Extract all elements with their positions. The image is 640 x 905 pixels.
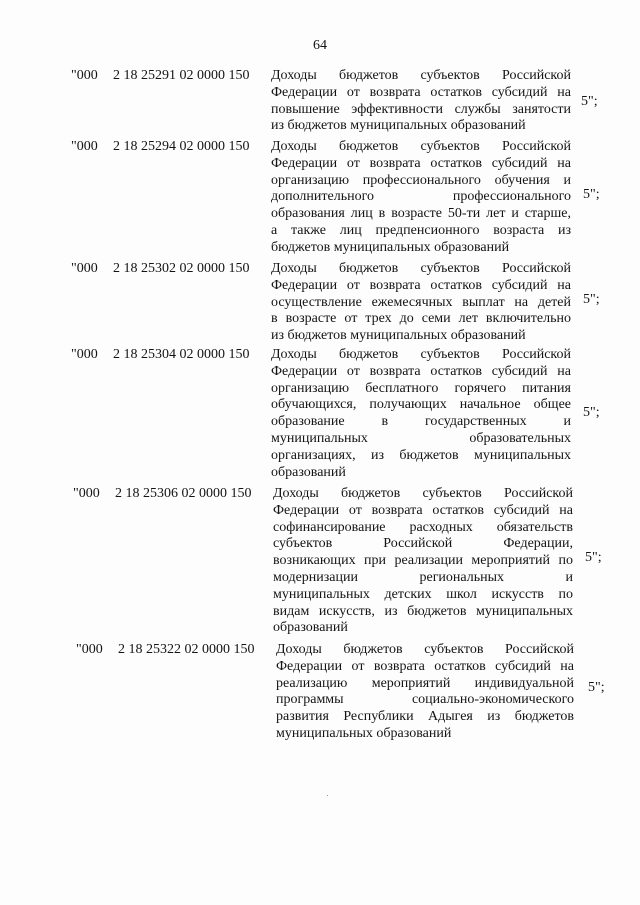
description-line: Доходы бюджетов субъектов Российской: [271, 347, 571, 362]
description-line: Доходы бюджетов субъектов Российской: [273, 486, 573, 501]
description-line: бюджетов муниципальных образований: [271, 239, 510, 255]
description-line: Федерации от возврата остатков субсидий на: [271, 84, 571, 100]
page-number: 64: [313, 38, 327, 53]
amount-value: 5";: [581, 94, 598, 109]
budget-classification-code: 2 18 25304 02 0000 150: [113, 347, 250, 362]
description-line: а также лиц предпенсионного возраста из: [271, 222, 571, 238]
description-line: Федерации от возврата остатков субсидий на: [273, 502, 573, 518]
description-line: обучающихся, получающих начальное общее: [271, 397, 571, 413]
description-line: образований: [271, 464, 346, 480]
description-line: образования лиц в возрасте 50-ти лет и старше,: [271, 206, 571, 222]
description-line: Федерации от возврата остатков субсидий на: [271, 363, 571, 379]
description-line: муниципальных образовательных: [271, 430, 571, 446]
description-line: из бюджетов муниципальных образований: [271, 118, 526, 134]
budget-classification-code: 2 18 25294 02 0000 150: [113, 139, 250, 154]
description-line: дополнительного профессионального: [271, 189, 571, 205]
description-line: из бюджетов муниципальных образований: [271, 328, 526, 344]
description-line: Доходы бюджетов субъектов Российской: [276, 642, 574, 657]
budget-classification-code: 2 18 25306 02 0000 150: [115, 486, 252, 501]
description-line: образование в государственных и: [271, 414, 571, 430]
amount-value: 5";: [588, 680, 605, 695]
description-line: Федерации от возврата остатков субсидий на: [271, 155, 571, 171]
income-description: [276, 642, 574, 743]
description-line: программы социально-экономического: [276, 692, 574, 708]
description-line: возникающих при реализации мероприятий по: [273, 553, 573, 569]
row-prefix: "000: [71, 261, 98, 276]
description-line: субъектов Российской Федерации,: [273, 536, 573, 552]
description-line: муниципальных образований: [276, 725, 452, 741]
description-line: осуществление ежемесячных выплат на детей: [271, 294, 571, 310]
row-prefix: "000: [71, 347, 98, 362]
description-line: реализацию мероприятий индивидуальной: [276, 675, 574, 691]
row-prefix: "000: [71, 139, 98, 154]
description-line: видам искусств, из бюджетов муниципальных: [273, 603, 573, 619]
description-line: организацию бесплатного горячего питания: [271, 380, 571, 396]
income-description: [271, 261, 571, 345]
description-line: повышение эффективности службы занятости: [271, 101, 571, 117]
amount-value: 5";: [583, 405, 600, 420]
amount-value: 5";: [583, 187, 600, 202]
description-line: модернизации региональных и: [273, 569, 573, 585]
amount-value: 5";: [583, 292, 600, 307]
income-description: [271, 347, 571, 481]
description-line: организацию профессионального обучения и: [271, 172, 571, 188]
description-line: развития Республики Адыгея из бюджетов: [276, 709, 574, 725]
scan-speck: [327, 795, 328, 796]
row-prefix: "000: [73, 486, 100, 501]
budget-classification-code: 2 18 25291 02 0000 150: [113, 68, 250, 83]
amount-value: 5";: [585, 550, 602, 565]
budget-classification-code: 2 18 25302 02 0000 150: [113, 261, 250, 276]
budget-classification-code: 2 18 25322 02 0000 150: [118, 642, 255, 657]
row-prefix: "000: [76, 642, 103, 657]
description-line: Доходы бюджетов субъектов Российской: [271, 68, 571, 83]
description-line: Федерации от возврата остатков субсидий на: [276, 658, 574, 674]
description-line: софинансирование расходных обязательств: [273, 519, 573, 535]
description-line: организациях, из бюджетов муниципальных: [271, 447, 571, 463]
income-description: [271, 68, 571, 135]
description-line: Доходы бюджетов субъектов Российской: [271, 261, 571, 276]
description-line: в возрасте от трех до семи лет включительно: [271, 311, 571, 327]
income-description: [271, 139, 571, 257]
description-line: образований: [273, 620, 348, 636]
row-prefix: "000: [71, 68, 98, 83]
income-description: [273, 486, 573, 637]
description-line: Доходы бюджетов субъектов Российской: [271, 139, 571, 154]
description-line: Федерации от возврата остатков субсидий на: [271, 277, 571, 293]
description-line: муниципальных детских школ искусств по: [273, 586, 573, 602]
